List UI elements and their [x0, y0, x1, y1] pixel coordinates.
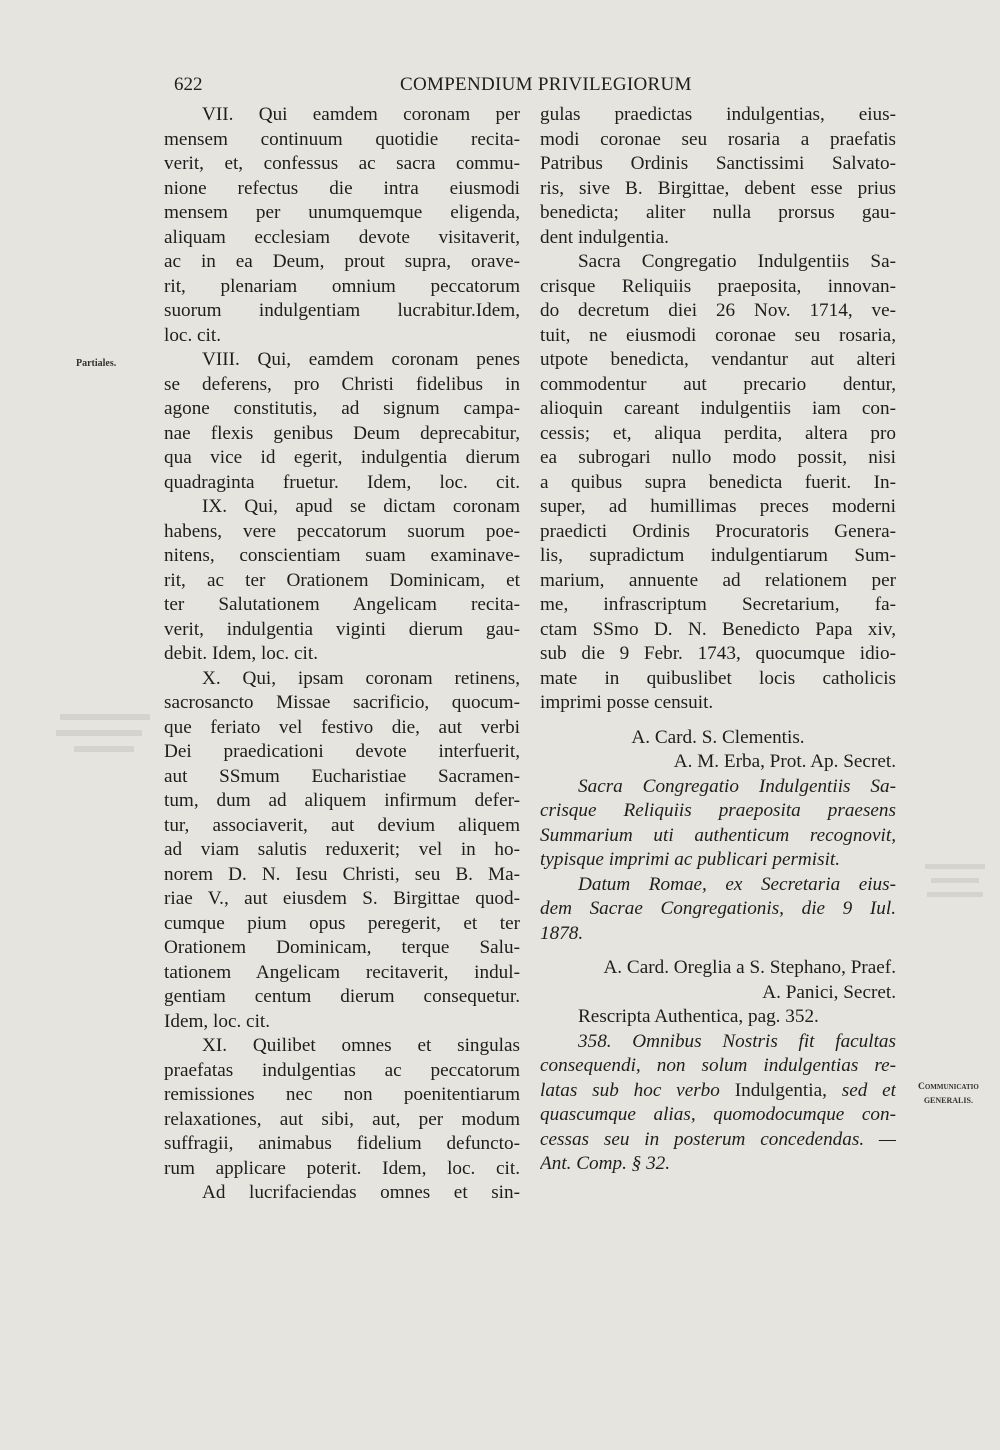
spacer: [540, 716, 896, 726]
signature-line: A. Card. S. Clementis.: [631, 726, 805, 748]
text-line: rit, ac ter Orationem Dominicam, et: [164, 569, 520, 591]
text-line: praefatas indulgentias ac peccatorum: [164, 1059, 520, 1081]
text-line: Summarium uti authenticum recognovit,: [540, 824, 896, 846]
text-line: tuit, ne eiusmodi coronae seu rosaria,: [540, 324, 896, 346]
right-column: [540, 103, 896, 1177]
text-line: Idem, loc. cit.: [164, 1010, 271, 1032]
text-line: utpote benedicta, vendantur aut alteri: [540, 349, 896, 370]
text-line: VII. Qui eamdem coronam per: [202, 104, 520, 125]
text-line: quadraginta fruetur. Idem, loc. cit.: [164, 471, 520, 493]
text-line: rit, plenariam omnium peccatorum: [164, 275, 520, 297]
text-line: X. Qui, ipsam coronam retinens,: [202, 667, 520, 689]
text-line: super, ad humillimas preces moderni: [540, 496, 896, 517]
text-line: 358. Omnibus Nostris fit facultas: [578, 1030, 896, 1052]
text-line: nione refectus die intra eiusmodi: [164, 177, 520, 199]
spacer: [540, 946, 896, 956]
text-line: do decretum diei 26 Nov. 1714, ve-: [540, 300, 896, 321]
page-number: 622: [174, 74, 203, 95]
text-line: VIII. Qui, eamdem coronam penes: [202, 349, 520, 370]
text-line: ris, sive B. Birgittae, debent esse prius: [540, 177, 896, 199]
text-line: me, infrascriptum Secretarium, fa-: [540, 594, 896, 615]
text-segment: sed et: [841, 1079, 896, 1101]
text-line: a quibus supra benedicta fuerit. In-: [540, 471, 896, 493]
text-line: praedicti Ordinis Procuratoris Genera-: [540, 520, 896, 542]
text-line: cessis; et, aliqua perdita, altera pro: [540, 422, 896, 444]
text-line: nae flexis genibus Deum deprecabitur,: [164, 422, 520, 444]
text-line: loc. cit.: [164, 324, 222, 346]
text-line: ter Salutationem Angelicam recita-: [164, 594, 520, 615]
bleed-through-mark: [40, 708, 180, 768]
text-line: se deferens, pro Christi fidelibus in: [164, 373, 520, 395]
text-line: Ad lucrifaciendas omnes et sin-: [202, 1182, 520, 1203]
text-line: Dei praedicationi devote interfuerit,: [164, 741, 520, 762]
text-line: XI. Quilibet omnes et singulas: [202, 1035, 520, 1056]
text-line: rum applicare poterit. Idem, loc. cit.: [164, 1157, 520, 1179]
text-line: debit. Idem, loc. cit.: [164, 643, 318, 664]
text-line: imprimi posse censuit.: [540, 692, 714, 713]
text-line: dent indulgentia.: [540, 226, 669, 248]
text-line: cumque pium opus peregerit, et ter: [164, 912, 520, 934]
bleed-through-mark: [915, 860, 1000, 920]
text-line: ac in ea Deum, prout supra, orave-: [164, 251, 520, 272]
signature-line: A. Panici, Secret.: [762, 981, 896, 1003]
text-line: mensem continuum quotidie recita-: [164, 128, 520, 150]
text-line: Rescripta Authentica, pag. 352.: [578, 1006, 819, 1027]
text-line: mate in quibuslibet locis catholicis: [540, 667, 896, 689]
text-line: dem Sacrae Congregationis, die 9 Iul.: [540, 898, 896, 919]
text-line: crisque Reliquiis praeposita, innovan-: [540, 275, 896, 297]
text-line: verit, et, confessus ac sacra commu-: [164, 153, 520, 174]
text-line-mixed: [540, 1079, 896, 1104]
text-line: ad viam salutis reduxerit; vel in ho-: [164, 839, 520, 860]
signature-line: A. Card. Oreglia a S. Stephano, Praef.: [603, 957, 896, 978]
text-line: agone constitutis, ad signum campa-: [164, 398, 520, 419]
text-line: alioquin careant indulgentiis iam con-: [540, 398, 896, 419]
left-column: [164, 103, 520, 1206]
text-line: qua vice id egerit, indulgentia dierum: [164, 447, 520, 468]
text-line: Patribus Ordinis Sanctissimi Salvato-: [540, 153, 896, 174]
text-line: typisque imprimi ac publicari permisit.: [540, 849, 841, 870]
text-line: benedicta; aliter nulla prorsus gau-: [540, 202, 896, 223]
text-line: consequendi, non solum indulgentias re-: [540, 1055, 896, 1076]
running-title: COMPENDIUM PRIVILEGIORUM: [400, 74, 692, 95]
text-line: verit, indulgentia viginti dierum gau-: [164, 618, 520, 640]
text-line: suorum indulgentiam lucrabitur.Idem,: [164, 300, 520, 321]
margin-note-communicatio: [918, 1081, 979, 1107]
text-line: quascumque alias, quomodocumque con-: [540, 1104, 896, 1125]
text-line: relaxationes, aut sibi, aut, per modum: [164, 1108, 520, 1130]
text-line: lis, supradictum indulgentiarum Sum-: [540, 545, 896, 566]
text-line: tationem Angelicam recitaverit, indul-: [164, 961, 520, 983]
text-line: Datum Romae, ex Secretaria eius-: [578, 873, 896, 895]
text-line: gulas praedictas indulgentias, eius-: [540, 104, 896, 125]
text-line: sub die 9 Febr. 1743, quocumque idio-: [540, 643, 896, 664]
text-line: 1878.: [540, 922, 584, 944]
text-line: ctam SSmo D. N. Benedicto Papa xiv,: [540, 618, 896, 640]
text-line: Orationem Dominicam, terque Salu-: [164, 937, 520, 958]
text-line: cessas seu in posterum concedendas. —: [540, 1128, 896, 1150]
text-line: aliquam ecclesiam devote visitaverit,: [164, 226, 520, 248]
text-line: aut SSmum Eucharistiae Sacramen-: [164, 765, 520, 787]
text-line: mensem per unumquemque eligenda,: [164, 202, 520, 223]
text-line: IX. Qui, apud se dictam coronam: [202, 496, 520, 517]
text-line: sacrosancto Missae sacrificio, quocum-: [164, 692, 520, 713]
text-line: Sacra Congregatio Indulgentiis Sa-: [578, 775, 896, 797]
text-line: nitens, conscientiam suam examinave-: [164, 545, 520, 566]
text-line: habens, vere peccatorum suorum poe-: [164, 520, 520, 542]
text-line: crisque Reliquiis praeposita praesens: [540, 800, 896, 821]
text-segment: Indulgentia,: [734, 1079, 827, 1101]
text-line: commodentur aut precario dentur,: [540, 373, 896, 395]
text-line: suffragii, animabus fidelium defuncto-: [164, 1133, 520, 1154]
margin-note-partiales: Partiales.: [76, 358, 117, 369]
text-line: Ant. Comp. § 32.: [540, 1153, 671, 1174]
text-line: remissiones nec non poenitentiarum: [164, 1084, 520, 1105]
text-line: modi coronae seu rosaria a praefatis: [540, 128, 896, 150]
text-segment: latas sub hoc verbo: [540, 1079, 720, 1101]
margin-note-communicatio-line2: GENERALIS.: [923, 1096, 973, 1105]
text-line: riae V., aut eiusdem S. Birgittae quod-: [164, 888, 520, 909]
text-line: tur, associaverit, aut devium aliquem: [164, 814, 520, 836]
margin-note-communicatio-line1: Communicatio: [918, 1082, 979, 1092]
text-line: norem D. N. Iesu Christi, seu B. Ma-: [164, 863, 520, 885]
text-line: tum, dum ad aliquem infirmum defer-: [164, 790, 520, 811]
text-line: que feriato vel festivo die, aut verbi: [164, 716, 520, 738]
text-line: marium, annuente ad relationem per: [540, 569, 896, 591]
signature-line: A. M. Erba, Prot. Ap. Secret.: [673, 751, 896, 772]
text-line: ea subrogari nullo modo possit, nisi: [540, 447, 896, 468]
text-line: gentiam centum dierum consequetur.: [164, 986, 520, 1007]
text-line: Sacra Congregatio Indulgentiis Sa-: [578, 251, 896, 272]
